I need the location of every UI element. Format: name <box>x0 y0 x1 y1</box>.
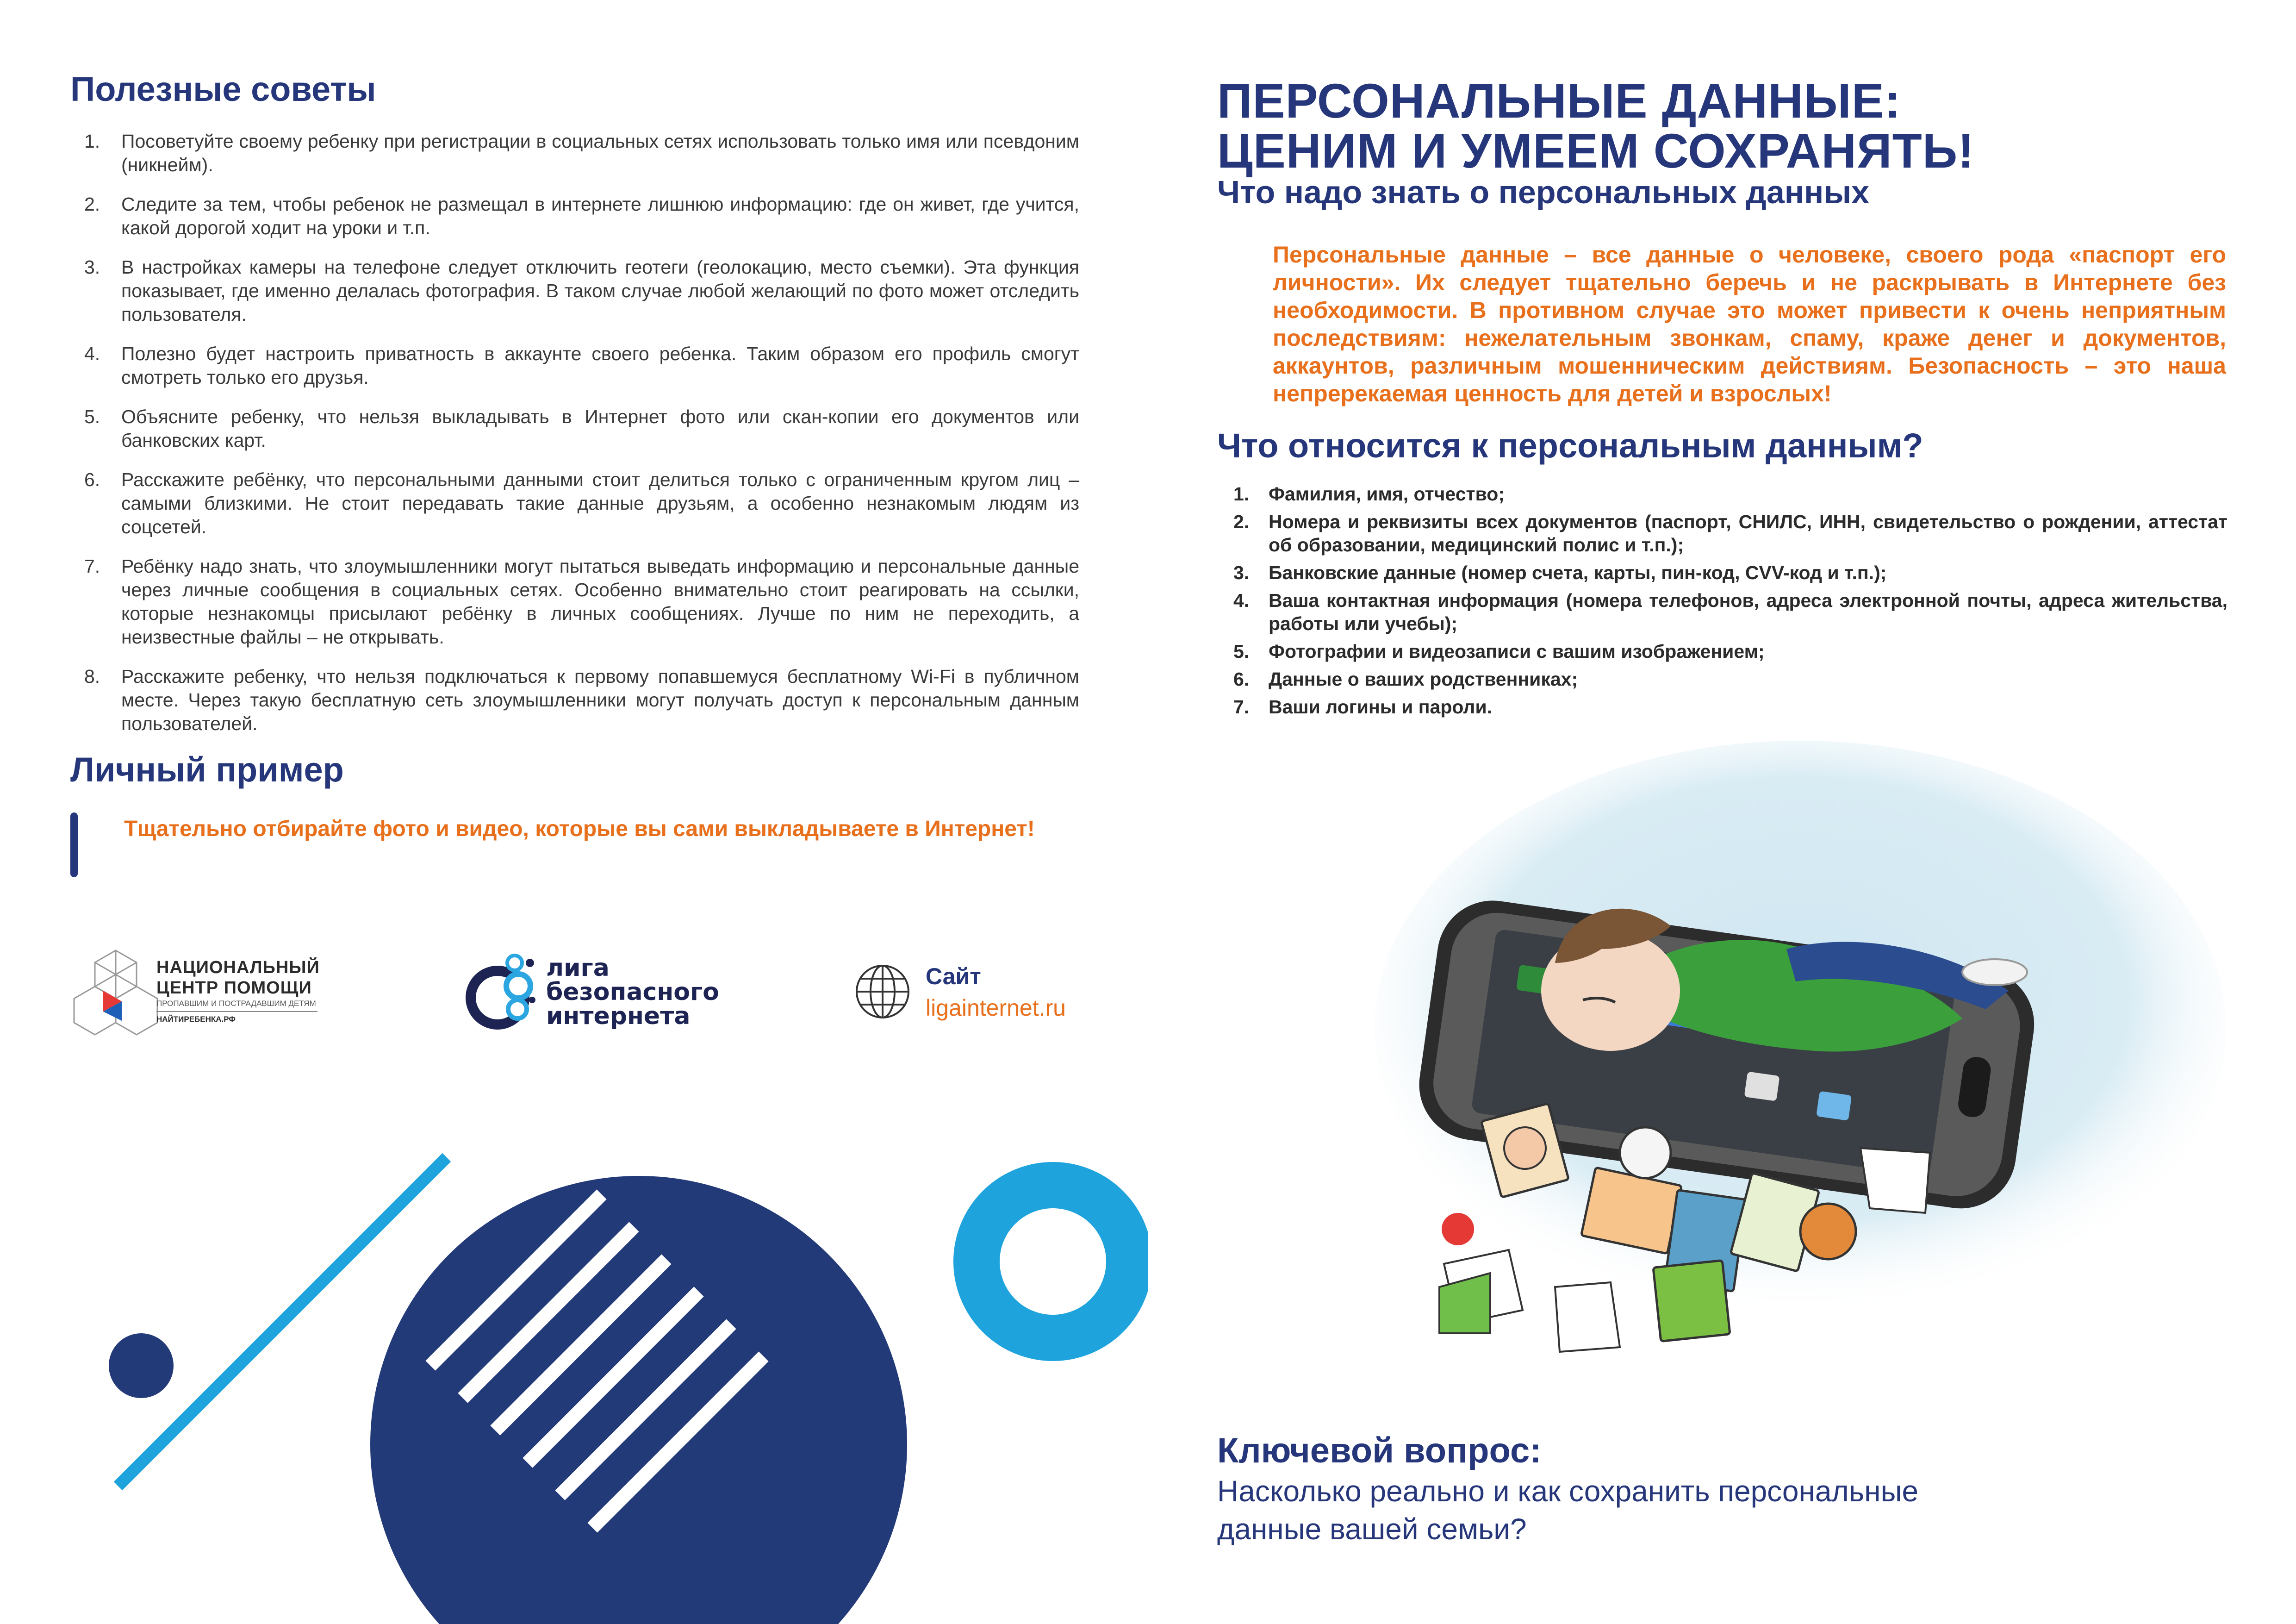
liga-logo-icon <box>463 949 551 1037</box>
main-title-line1: ПЕРСОНАЛЬНЫЕ ДАННЫЕ: <box>1217 74 1901 128</box>
list-text: Расскажите ребёнку, что персональными данными стоит делиться только с ограниченным кругом лиц – самыми близкими. Не стоит передавать такие данные друзьям, а особенно незнакомым людям из соцсетей. <box>121 469 1079 537</box>
globe-icon <box>854 963 912 1021</box>
site-block <box>926 961 1066 1024</box>
key-question-heading: Ключевой вопрос: <box>1217 1431 1542 1470</box>
list-number: 2. <box>84 194 100 215</box>
ncp-logo-text <box>156 957 320 1024</box>
list-item <box>70 193 1079 240</box>
pd-heading: Что относится к персональным данным? <box>1217 426 1923 465</box>
small-navy-dot <box>109 1333 174 1398</box>
list-number: 4. <box>1233 590 1250 611</box>
list-item <box>70 665 1079 736</box>
ncp-tagline: ПРОПАВШИМ И ПОСТРАДАВШИМ ДЕТЯМ <box>156 999 316 1008</box>
list-item <box>1233 589 2228 635</box>
list-text: Ваши логины и пароли. <box>1269 696 1493 718</box>
list-number: 7. <box>1233 696 1250 718</box>
list-number: 3. <box>84 256 100 278</box>
list-item <box>70 405 1079 452</box>
list-number: 2. <box>1233 511 1250 532</box>
list-number: 3. <box>1233 562 1250 583</box>
list-text: Фотографии и видеозаписи с вашим изображением; <box>1269 641 1765 662</box>
list-item <box>70 256 1079 326</box>
list-number: 5. <box>84 406 100 427</box>
light-blue-ring <box>977 1185 1129 1338</box>
list-item <box>70 342 1079 389</box>
list-text: Посоветуйте своему ребенку при регистрации в социальных сетях использовать только имя или псевдоним (никнейм). <box>121 131 1079 175</box>
list-text: Расскажите ребенку, что нельзя подключаться к первому попавшемуся бесплатному Wi-Fi в публичном месте. Через такую бесплатную сеть злоумышленники могут получать доступ к персональным данным пользователей. <box>121 666 1079 734</box>
list-number: 5. <box>1233 641 1250 662</box>
list-text: Ребёнку надо знать, что злоумышленники могут пытаться выведать информацию и персональные данные через личные сообщения в социальных сетях. Особенно внимательно стоит реагировать на ссылки, которые незнакомцы присылают ребёнку в личных сообщениях. Лучше по ним не переходить, а неизвестные файлы – не открывать. <box>121 556 1079 648</box>
intro-paragraph: Персональные данные – все данные о человеке, своего рода «паспорт его личности». Их следует тщательно беречь и не раскрывать в Интернете без необходимости. В противном случае это может привести к очень неприятным последствиям: нежелательным звонкам, спаму, краже денег и документов, аккаунтов, различным мошенническим действиям. Безопасность – это наша непререкаемая ценность для детей и взрослых! <box>1273 242 2226 406</box>
list-text: Фамилия, имя, отчество; <box>1269 483 1505 505</box>
personal-example-heading: Личный пример <box>70 750 344 789</box>
list-number: 6. <box>1233 668 1250 690</box>
decorative-shapes <box>0 1130 1148 1624</box>
big-navy-circle <box>370 1176 907 1624</box>
list-item <box>1233 668 2228 691</box>
liga-logo-text <box>546 956 719 1028</box>
list-item <box>1233 561 2228 584</box>
main-title <box>1217 76 1974 176</box>
site-link[interactable]: ligainternet.ru <box>926 995 1066 1021</box>
list-text: Объясните ребенку, что нельзя выкладывать в Интернет фото или скан-копии его документов или банковских карт. <box>121 406 1079 451</box>
list-item <box>1233 510 2228 556</box>
ncp-name-line2: ЦЕНТР ПОМОЩИ <box>156 978 312 998</box>
list-number: 6. <box>84 469 100 490</box>
list-number: 4. <box>84 343 100 364</box>
list-number: 7. <box>84 556 100 577</box>
list-text: Полезно будет настроить приватность в аккаунте своего ребенка. Таким образом его профиль смогут смотреть только его друзья. <box>121 343 1079 388</box>
personal-example-text: Тщательно отбирайте фото и видео, которые вы сами выкладываете в Интернет! <box>124 817 1035 841</box>
main-title-line2: ЦЕНИМ И УМЕЕМ СОХРАНЯТЬ! <box>1217 124 1975 178</box>
tips-list <box>70 130 1079 751</box>
list-text: Данные о ваших родственниках; <box>1269 668 1578 690</box>
list-text: В настройках камеры на телефоне следует отключить геотеги (геолокацию, место съемки). Эта функция показывает, где именно делалась фотография. В таком случае любой желающий по фото может отследить пользователя. <box>121 256 1079 325</box>
list-number: 1. <box>84 131 100 152</box>
quote-bar <box>70 812 78 877</box>
tips-heading: Полезные советы <box>70 70 376 108</box>
list-item <box>1233 695 2228 718</box>
list-item <box>70 555 1079 649</box>
list-item <box>1233 640 2228 663</box>
main-subtitle: Что надо знать о персональных данных <box>1217 174 1870 210</box>
list-item <box>1233 482 2228 506</box>
site-label: Сайт <box>926 963 981 989</box>
illustration <box>1370 731 2226 1412</box>
ncp-name-line1: НАЦИОНАЛЬНЫЙ <box>156 958 320 977</box>
list-number: 8. <box>84 666 100 687</box>
list-text: Ваша контактная информация (номера телефонов, адреса электронной почты, адреса жительства, работы или учебы); <box>1269 590 2228 634</box>
list-text: Номера и реквизиты всех документов (паспорт, СНИЛС, ИНН, свидетельство о рождении, аттестат об образовании, медицинский полис и т.п.); <box>1269 511 2228 556</box>
list-number: 1. <box>1233 483 1250 505</box>
ncp-site: НАЙТИРЕБЕНКА.РФ <box>156 1015 236 1024</box>
list-item <box>70 468 1079 539</box>
liga-line2: безопасного <box>546 978 719 1006</box>
list-item <box>70 130 1079 177</box>
ncp-logo-icon <box>67 947 164 1039</box>
liga-line1: лига <box>546 954 610 982</box>
liga-line3: интернета <box>546 1002 691 1030</box>
list-text: Банковские данные (номер счета, карты, пин-код, CVV-код и т.п.); <box>1269 562 1887 583</box>
divider <box>156 1011 317 1012</box>
list-text: Следите за тем, чтобы ребенок не размещал в интернете лишнюю информацию: где он живет, где учится, какой дорогой ходит на уроки и т.п. <box>121 194 1079 238</box>
pd-list <box>1233 482 2228 723</box>
key-question-text: Насколько реально и как сохранить персональные данные вашей семьи? <box>1217 1474 1919 1546</box>
